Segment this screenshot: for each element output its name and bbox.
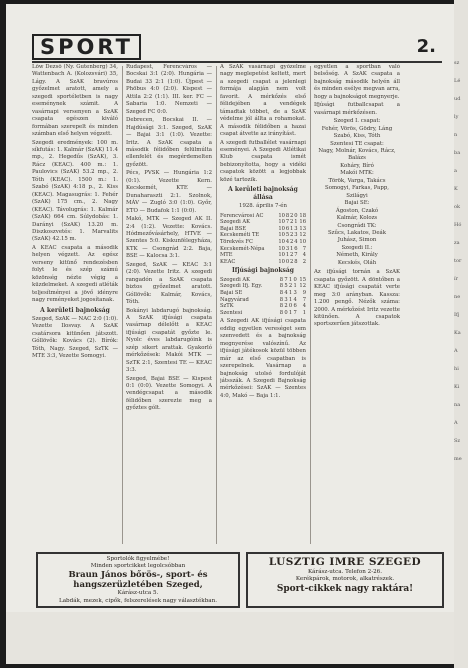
lineup-row: Kalmár, Kolozs	[336, 215, 378, 222]
stat-cell: 1	[290, 225, 294, 232]
stat-cell: 1	[288, 290, 293, 296]
table-row	[220, 310, 306, 317]
column-2	[126, 64, 212, 546]
edge-fragment: ly	[454, 114, 459, 120]
column-1-heading: A kerületi bajnokság	[40, 306, 110, 314]
team-lineups	[314, 118, 400, 267]
standings-heading: A kerületi bajnokság állása	[228, 186, 298, 201]
stat-cell: 0	[285, 258, 290, 265]
ad-line: Kárász-utca 5.	[117, 590, 159, 597]
stat-cell: 12	[299, 232, 306, 239]
ad-line: Labdák, mezek, cipők, felszerelések nagy választékban.	[59, 597, 217, 604]
stat-cell: 7	[302, 245, 306, 252]
table-row	[220, 290, 306, 297]
stat-cell: 4	[294, 238, 298, 245]
stat-cell: 2	[302, 258, 306, 265]
edge-fragment: Ifj	[454, 312, 460, 318]
stat-cell: 3	[284, 296, 288, 303]
lineup-row: Juhász, Simon	[337, 237, 377, 244]
stat-cell: 1	[285, 252, 290, 259]
edge-fragment: za	[454, 240, 460, 246]
edge-fragment: na	[454, 402, 461, 408]
table-row	[220, 297, 306, 304]
stat-cell: 8	[294, 258, 298, 265]
section-logo: SPORT	[32, 34, 141, 60]
stat-cell: 7	[284, 276, 288, 283]
stat-cell: 10	[278, 225, 285, 232]
column-divider	[216, 66, 217, 544]
lineup-row: Ágoston, Czakó	[335, 207, 379, 214]
stat-cell: 8	[279, 276, 284, 283]
stat-cell: 4	[284, 290, 288, 296]
column-3-paragraph: A Szegedi AK ifjúsági csapata eddig egyetlen vereséget sem szenvedett és a bajnokság megnyerése valószínű. Az ifjúsági játékosok közül többen már az első csapatban is szerepelnek. Vasárnap a bajnokság utolsó fordulóját játsszák. A Szegedi Bajnokság mérkőzései: SzAK — Szentes 4:0, Makó — Baja 1:1.	[220, 318, 306, 399]
masthead-rule	[32, 61, 442, 63]
lineup-label: Makói MTK:	[340, 170, 374, 177]
column-2-paragraph: Bokányi labdarugó bajnokság. A SzAK ifjúsági csapata vasárnap délelőtt a KEAC ifjúsági csapatát győzte le. Nyolc éves labdarugóink is szép sikert arattak. Gyakorló mérkőzések: Makói MTK — SzTK 2:1, Szentesi TE — KEAC 3:3.	[126, 307, 212, 374]
stat-cell: 8	[279, 303, 284, 310]
stat-cell: 2	[290, 219, 294, 226]
edge-fragment: ok	[454, 204, 461, 210]
team-name-cell: Bajai BSE	[220, 225, 247, 232]
stat-cell: 16	[299, 219, 306, 226]
stat-cell: 1	[288, 276, 293, 283]
stat-cell: 9	[302, 290, 306, 296]
masthead	[32, 34, 442, 60]
team-name-cell: Bajai SE	[220, 290, 243, 296]
stat-cell: 6	[293, 303, 297, 310]
lineup-label: Bajai SE:	[344, 200, 370, 207]
team-name-cell: Törekvés FC	[220, 238, 253, 245]
team-name-cell: Szentesi	[220, 309, 243, 316]
stat-cell: 7	[294, 252, 298, 259]
edge-fragment: ud	[454, 96, 461, 102]
stat-cell: 1	[293, 283, 297, 290]
edge-fragment: Hó	[454, 222, 462, 228]
lineup-label: Szeged I. csapat:	[333, 118, 381, 125]
lineup-row: Koháry, Bíró	[340, 162, 374, 169]
stat-cell: 5	[284, 283, 288, 290]
team-name-cell: SzTK	[220, 303, 234, 310]
stat-cell: 0	[294, 212, 298, 219]
standings-subheading: 1928. április 7-én	[239, 203, 287, 210]
standings-table	[220, 213, 306, 266]
table-row	[220, 219, 306, 226]
lineup-row: Somogyi, Farkas, Papp, Szilágyi	[325, 185, 389, 199]
stat-cell: 1	[294, 219, 298, 226]
stat-cell: 1	[288, 296, 293, 303]
stat-cell: 4	[285, 238, 290, 245]
stat-cell: 10	[278, 238, 285, 245]
stat-cell: 4	[302, 303, 306, 310]
stat-cell: 5	[285, 232, 290, 239]
page-bottom-margin	[6, 612, 454, 664]
stat-cell: 1	[288, 309, 293, 316]
stat-cell: 7	[285, 219, 290, 226]
stat-cell: 8	[279, 309, 284, 316]
stat-cell: 10	[278, 219, 285, 226]
column-1-paragraph: Szeged, SzAK — NAC 2:0 (1:0). Vezette Ilosvay. A SzAK csatársora kitünően játszott. Góllövők: Kovács (2). Bírók: Tóth, Nagy. Szeged, SzTK — MTE 3:3, Vezette Somogyi.	[32, 315, 118, 360]
ad-line: Kárász-utca. Telefon 2-26.	[308, 569, 382, 575]
stat-cell: 10	[278, 252, 285, 259]
table-row	[220, 246, 306, 253]
advertisement-lusztig	[246, 552, 444, 608]
stat-cell: 10	[299, 238, 306, 245]
stat-cell: 8	[279, 283, 284, 290]
column-2-paragraph: Pécs, PVSK — Hungária 1:2 (0:1). Vezette Kern. Kecskemét, KTE — Dunaharaszti 2:1. Szolnok, MÁV — Zugló 3:0 (1:0). Győr, ETO — Budafok 1:1 (0:0).	[126, 170, 212, 214]
edge-fragment: ne	[454, 294, 461, 300]
stat-cell: 8	[279, 296, 284, 303]
column-1-paragraph: A KEAC csapata a második helyen végzett. Az egész verseny kitünő rendezésben folyt le és szép számú közönség nézte végig a küzdelmeket. A szegedi atléták teljesítményei a jövő idényre nagy reményeket jogosítanak.	[32, 244, 118, 304]
stat-cell: 3	[294, 232, 298, 239]
column-4-paragraph: egyetlen a sportban való belsőség. A SzAK csapata a bajnokság második helyén áll és minden esélye megvan arra, hogy a bajnokságot megnyerje.	[314, 64, 400, 100]
lineup-row: Török, Varga, Takács	[328, 177, 386, 184]
column-4-paragraph: Az ifjúsági tornán a SzAK csapata győzött. A döntőben a KEAC ifjúsági csapatát verte meg 3:0 arányban. Kassza: 1.200 pengő. Nézők száma: 2000. A mérkőzést Iritz vezette kitünően. A csapatok sportszerűen játszottak.	[314, 269, 400, 328]
table-row	[220, 213, 306, 220]
page-number: 2.	[416, 36, 436, 57]
column-4-paragraph: Ifjúsági futballcsapat a vasárnapi mérkőzésen.	[314, 102, 400, 116]
stat-cell: 8	[279, 290, 284, 296]
table-row	[220, 259, 306, 266]
table-row	[220, 232, 306, 239]
youth-standings-heading: Ifjúsági bajnokság	[232, 267, 294, 275]
stat-cell: 10	[278, 258, 285, 265]
ad-line: Minden sportcikket legolcsóbban	[90, 563, 186, 570]
stat-cell: 2	[290, 212, 294, 219]
edge-fragment: A	[454, 348, 458, 354]
newspaper-page	[6, 4, 454, 664]
stat-cell: 6	[294, 245, 298, 252]
team-name-cell: Nagyvárad	[220, 296, 249, 303]
edge-fragment: sz	[454, 60, 460, 66]
column-1-paragraph: Szegedi eredmények: 100 m. síkfutás: 1. Kalmár (SzAK) 11.4 mp., 2. Hegedűs (SzAK), 3. Rácz (KEAC). 400 m.: 1. Paulovics (SzAK) 53.2 mp., 2. Tóth (KEAC). 1500 m.: 1. Szabó (SzAK) 4:18 p., 2. Kiss (KEAC). Magasugrás: 1. Fehér (SzAK) 175 cm., 2. Nagy (KEAC). Távolugrás: 1. Kalmár (SzAK) 664 cm. Súlydobás: 1. Darányi (SzAK) 13.20 m. Diszkoszvetés: 1. Marvalits (SzAK) 42.15 m.	[32, 139, 118, 243]
ad-headline: Braun János bőrös-, sport- és	[68, 570, 208, 581]
edge-fragment: tor	[454, 258, 462, 264]
stat-cell: 15	[299, 276, 306, 283]
table-row	[220, 239, 306, 246]
stat-cell: 10	[278, 212, 285, 219]
table-row	[220, 303, 306, 310]
stat-cell: 2	[284, 303, 288, 310]
stat-cell: 2	[288, 283, 293, 290]
edge-fragment: me	[454, 456, 462, 462]
column-1-paragraph: Lőw Dezső (Ny. Gutenberg) 34, Wattenbach A. (Kolozsvári) 35, Lágy. A SzAK bravúros győzelmet aratott, amely a szegedi sportéletben is nagy eseménynek számit. A vasárnapi versenyen a SzAK csapata egészen kiváló formában szerepelt és minden számban első helyen végzett.	[32, 64, 118, 138]
team-name-cell: Kecskemét-Népa	[220, 245, 265, 252]
stat-cell: 3	[285, 245, 290, 252]
ad-slogan: Sport-cikkek nagy raktára!	[276, 584, 414, 595]
edge-fragment: Sz	[454, 438, 461, 444]
column-2-paragraph: Szeged, SzAK — KEAC 3:1 (2:0). Vezette Iritz. A szegedi rangadón a SzAK csapata biztos győzelmet aratott. Góllövők: Kalmár, Kovács, Tóth.	[126, 261, 212, 306]
stat-cell: 10	[278, 245, 285, 252]
stat-cell: 2	[290, 252, 294, 259]
stat-cell: 8	[285, 212, 290, 219]
ad-line: Kerékpárok, motorok, alkatrészek.	[295, 576, 395, 583]
lineup-row: Németh, Király	[336, 252, 378, 259]
edge-fragment: Ka	[454, 330, 461, 336]
stat-cell: 13	[299, 225, 306, 232]
team-name-cell: Szegedi AK	[220, 276, 250, 283]
edge-fragment: hi	[454, 366, 459, 372]
column-2-paragraph: Rudapest, Ferencváros — Bocskai 3:1 (2:0). Hungária — Budai 33 2:1 (1:0). Újpest — Phöbus 4:0 (2:0). Kispest — Attila 2:2 (1:1). III. ker. FC — Sabaria 1:0. Nemzeti — Szeged FC 0:0.	[126, 64, 212, 115]
ad-headline: hangszerüzletében Szeged,	[73, 580, 203, 591]
column-divider	[122, 66, 123, 544]
stat-cell: 2	[290, 238, 294, 245]
lineup-label: Szentesi TE csapat:	[330, 140, 384, 147]
stat-cell: 10	[278, 232, 285, 239]
team-name-cell: Ferencvárosi AC	[220, 212, 264, 219]
team-name-cell: MTE	[220, 252, 233, 259]
team-name-cell: Kecskeméti TE	[220, 232, 260, 239]
advertisement-braun	[36, 552, 240, 608]
lineup-label: Csongrádi TK:	[337, 222, 377, 229]
lineup-label: Szegedi II.:	[341, 244, 373, 251]
stat-cell: 7	[302, 296, 306, 303]
team-name-cell: Szegedi Ifj. Egy.	[220, 283, 263, 290]
stat-cell: 7	[293, 309, 297, 316]
stat-cell: 3	[293, 290, 297, 296]
edge-fragment: n	[454, 132, 458, 138]
edge-fragment: a	[454, 168, 457, 174]
team-name-cell: KEAC	[220, 258, 236, 265]
stat-cell: 3	[294, 225, 298, 232]
lineup-row: Kecskés, Oláh	[337, 259, 377, 266]
edge-fragment: Lé	[454, 78, 461, 84]
table-row	[220, 252, 306, 259]
stat-cell: 1	[290, 245, 294, 252]
column-divider	[310, 66, 311, 544]
edge-fragment: ba	[454, 150, 461, 156]
column-2-paragraph: Szeged, Bajai BSE — Kispest 0:1 (0:0). Vezette Somogyi. A vendégcsapat a második félidőben szerezte meg a győztes gólt.	[126, 375, 212, 412]
stat-cell: 0	[288, 303, 293, 310]
ad-line: Sportolók figyelmébe!	[106, 556, 170, 562]
table-row	[220, 277, 306, 284]
lineup-row: Nagy, Molnár, Kovács, Rácz, Balázs	[318, 147, 396, 162]
column-2-paragraph: Debrecen, Bocskai II. — Hajdúsági 3:1. Szeged, SzAK — Bajai 3:1 (1:0). Vezette: Iritz. A SzAK csapata a második félidőben felülmúlta ellenfelét és megérdemelten győzött.	[126, 117, 212, 168]
stat-cell: 2	[290, 258, 294, 265]
column-3-paragraph: A SzAK vasárnapi győzelme nagy meglepetést keltett, mert a szegedi csapat a jelenlegi formája alapján nem volt favorit. A mérkőzés első félidejében a vendégek támadtak többet, de a SzAK védelme jól állta a rohamokat. A második félidőben a hazai csapat átvette az irányítást.	[220, 64, 306, 138]
stat-cell: 6	[285, 225, 290, 232]
stat-cell: 4	[293, 296, 297, 303]
column-3	[220, 64, 306, 546]
adjacent-page-edge	[454, 0, 468, 668]
column-3-paragraph: A szegedi futballélet vasárnapi eseményei. A Szegedi Atlétikai Klub csapata ismét bebizonyította, hogy a vidéki csapatok között a legjobbak közé tartozik.	[220, 139, 306, 183]
edge-fragment: Ki	[454, 384, 460, 390]
column-1	[32, 64, 118, 546]
lineup-row: Szabó, Kiss, Tóth	[333, 133, 381, 140]
youth-standings-table	[220, 277, 306, 317]
lineup-row: Szűcs, Lakatos, Deák	[327, 229, 387, 236]
stat-cell: 1	[302, 309, 306, 316]
column-4	[314, 64, 400, 546]
ad-headline: LUSZTIG IMRE SZEGED	[268, 556, 422, 568]
table-row	[220, 283, 306, 290]
stat-cell: 18	[299, 212, 306, 219]
stat-cell: 12	[299, 283, 306, 290]
column-2-paragraph: Makó, MTK — Szeged AK II. 2:4 (1:2). Vezette: Kovács. Hódmezővásárhely, HTVE — Szentes 5:0. Kiskunfélegyháza, KTK — Csongrád 2:2. Baja, BSE — Kalocsa 3:1.	[126, 216, 212, 260]
edge-fragment: A	[454, 420, 458, 426]
edge-fragment: K	[454, 186, 458, 192]
edge-fragment: ír	[454, 276, 458, 282]
team-name-cell: Szegedi AK	[220, 219, 250, 226]
stat-cell: 4	[302, 252, 306, 259]
stat-cell: 2	[290, 232, 294, 239]
stat-cell: 0	[284, 309, 288, 316]
lineup-row: Fehér, Vörös, Gödry, Láng	[321, 125, 393, 132]
stat-cell: 0	[293, 276, 297, 283]
